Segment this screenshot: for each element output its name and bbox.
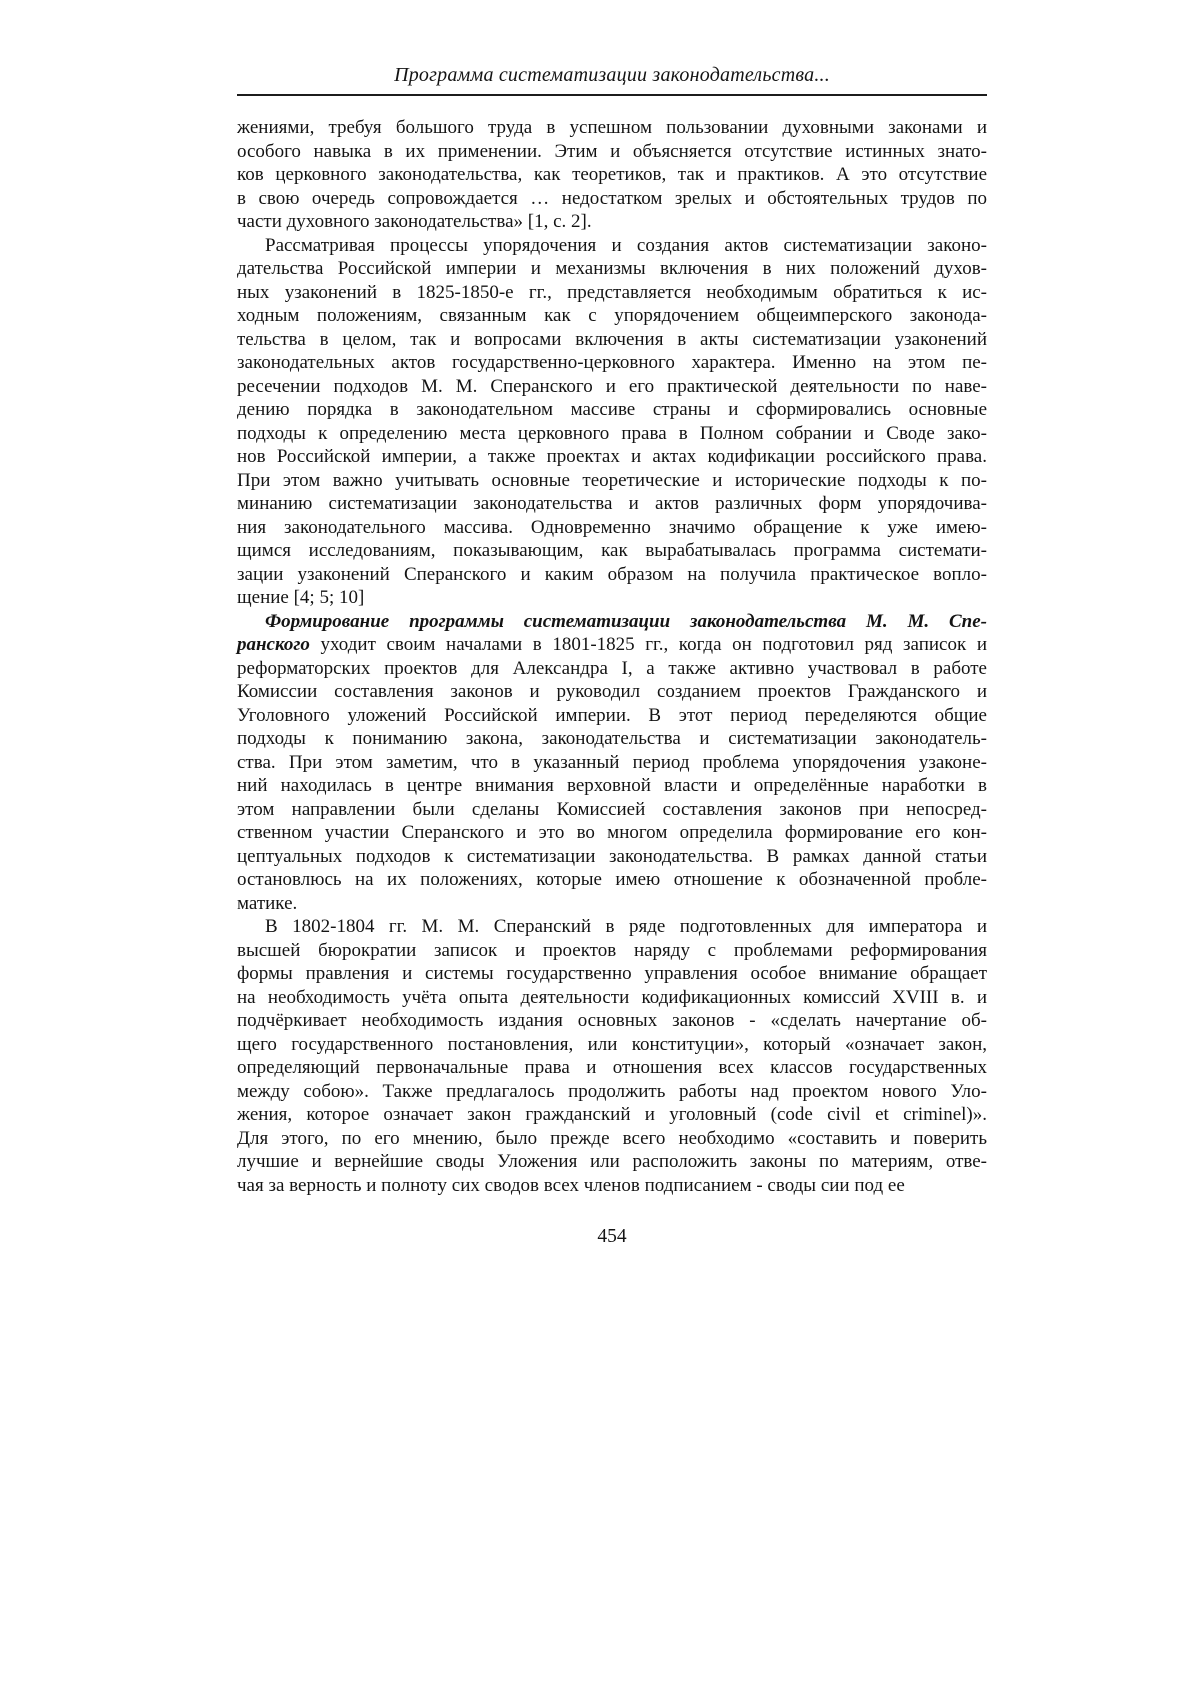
text-line: ков церковного законодательства, как теоретиков, так и практиков. А это отсутствие [237,164,987,185]
text-line: ства. При этом заметим, что в указанный период проблема упорядочения узаконе- [237,751,987,773]
running-header: Программа систематизации законодательства... [237,63,987,96]
text-line: Уголовного уложений Российской империи. В этот период переделяются общие [237,704,987,726]
page-number: 454 [597,1226,627,1247]
text-line: ственном участии Сперанского и это во многом определила формирование его кон- [237,822,987,843]
text-line: Рассматривая процессы упорядочения и создания актов систематизации законо- [265,234,987,256]
text-line: формы правления и системы государственно управления особое внимание обращает [237,963,987,984]
text-line: остановлюсь на их положениях, которые имею отношение к обозначенной пробле- [237,869,987,890]
text-line: подчёркивает необходимость издания основных законов - «сделать начертание об- [237,1010,987,1031]
text-line: В 1802-1804 гг. М. М. Сперанский в ряде подготовленных для императора и [265,916,987,937]
text-line: тельства в целом, так и вопросами включения в акты систематизации узаконений [237,328,987,350]
text-line: дению порядка в законодательном массиве страны и сформировались основные [237,399,987,420]
text-line: щего государственного постановления, или конституции», который «означает закон, [237,1033,987,1055]
text-line: жения, которое означает закон гражданский и уголовный (code civil et criminel)». [237,1104,987,1125]
text-line [237,633,987,657]
paragraph [237,915,987,1197]
text-line: ходным положениям, связанным как с упорядочением общеимперского законода- [237,305,987,326]
text-line: При этом важно учитывать основные теоретические и исторические подходы к по- [237,469,987,491]
text-line: жениями, требуя большого труда в успешном пользовании духовными законами и [237,117,987,138]
text-line: между собою». Также предлагалось продолжить работы над проектом нового Уло- [237,1080,987,1102]
text-line: ресечении подходов М. М. Сперанского и его практической деятельности по наве- [237,375,987,397]
text-line: высшей бюрократии записок и проектов наряду с проблемами реформирования [237,939,987,961]
text-segment: уходит своим началами в 1801-1825 гг., когда он подготовил ряд записок и [309,634,987,655]
paragraph [237,116,987,234]
text-line: законодательных актов государственно-церковного характера. Именно на этом пе- [237,352,987,373]
text-line: матике. [237,892,298,914]
text-line: ния законодательного массива. Одновременно значимо обращение к уже имею- [237,516,987,538]
body-text [237,116,987,1197]
emphasis-text: ранского [237,634,310,655]
text-line: ний находилась в центре внимания верховной власти и определённые наработки в [237,775,987,796]
text-line: нов Российской империи, а также проектах и актах кодификации российского права. [237,446,987,467]
text-line: минанию систематизации законодательства и актов различных форм упорядочива- [237,493,987,514]
text-line: щение [4; 5; 10] [237,587,365,608]
text-line: особого навыка в их применении. Этим и объясняется отсутствие истинных знато- [237,140,987,162]
text-line [237,610,987,634]
paragraph [237,610,987,916]
text-line: чая за верность и полноту сих сводов всех членов подписанием - своды сии под ее [237,1174,905,1196]
text-line: дательства Российской империи и механизмы включения в них положений духов- [237,258,987,279]
text-line: этом направлении были сделаны Комиссией составления законов при непосред- [237,798,987,820]
text-line: лучшие и вернейшие своды Уложения или расположить законы по материям, отве- [237,1151,987,1172]
text-line: реформаторских проектов для Александра I, а также активно участвовал в работе [237,657,987,679]
text-line: подходы к определению места церковного права в Полном собрании и Своде зако- [237,422,987,444]
text-line: в свою очередь сопровождается … недостатком зрелых и обстоятельных трудов по [237,187,987,209]
text-line: щимся исследованиям, показывающим, как вырабатывалась программа системати- [237,540,987,561]
text-line: Для этого, по его мнению, было прежде всего необходимо «составить и поверить [237,1127,987,1149]
text-line: на необходимость учёта опыта деятельности кодификационных комиссий XVIII в. и [237,986,987,1008]
text-line: ных узаконений в 1825-1850-е гг., представляется необходимым обратиться к ис- [237,281,987,303]
text-line: подходы к пониманию закона, законодательства и систематизации законодатель- [237,728,987,749]
text-line: зации узаконений Сперанского и каким образом на получила практическое вопло- [237,563,987,585]
text-line: цептуальных подходов к систематизации законодательства. В рамках данной статьи [237,845,987,867]
text-line: Комиссии составления законов и руководил созданием проектов Гражданского и [237,681,987,702]
paragraph [237,234,987,610]
emphasis-text: Формирование программы систематизации законодательства М. М. Спе- [265,610,987,632]
text-line: части духовного законодательства» [1, с. 2]. [237,211,592,232]
text-line: определяющий первоначальные права и отношения всех классов государственных [237,1057,987,1078]
